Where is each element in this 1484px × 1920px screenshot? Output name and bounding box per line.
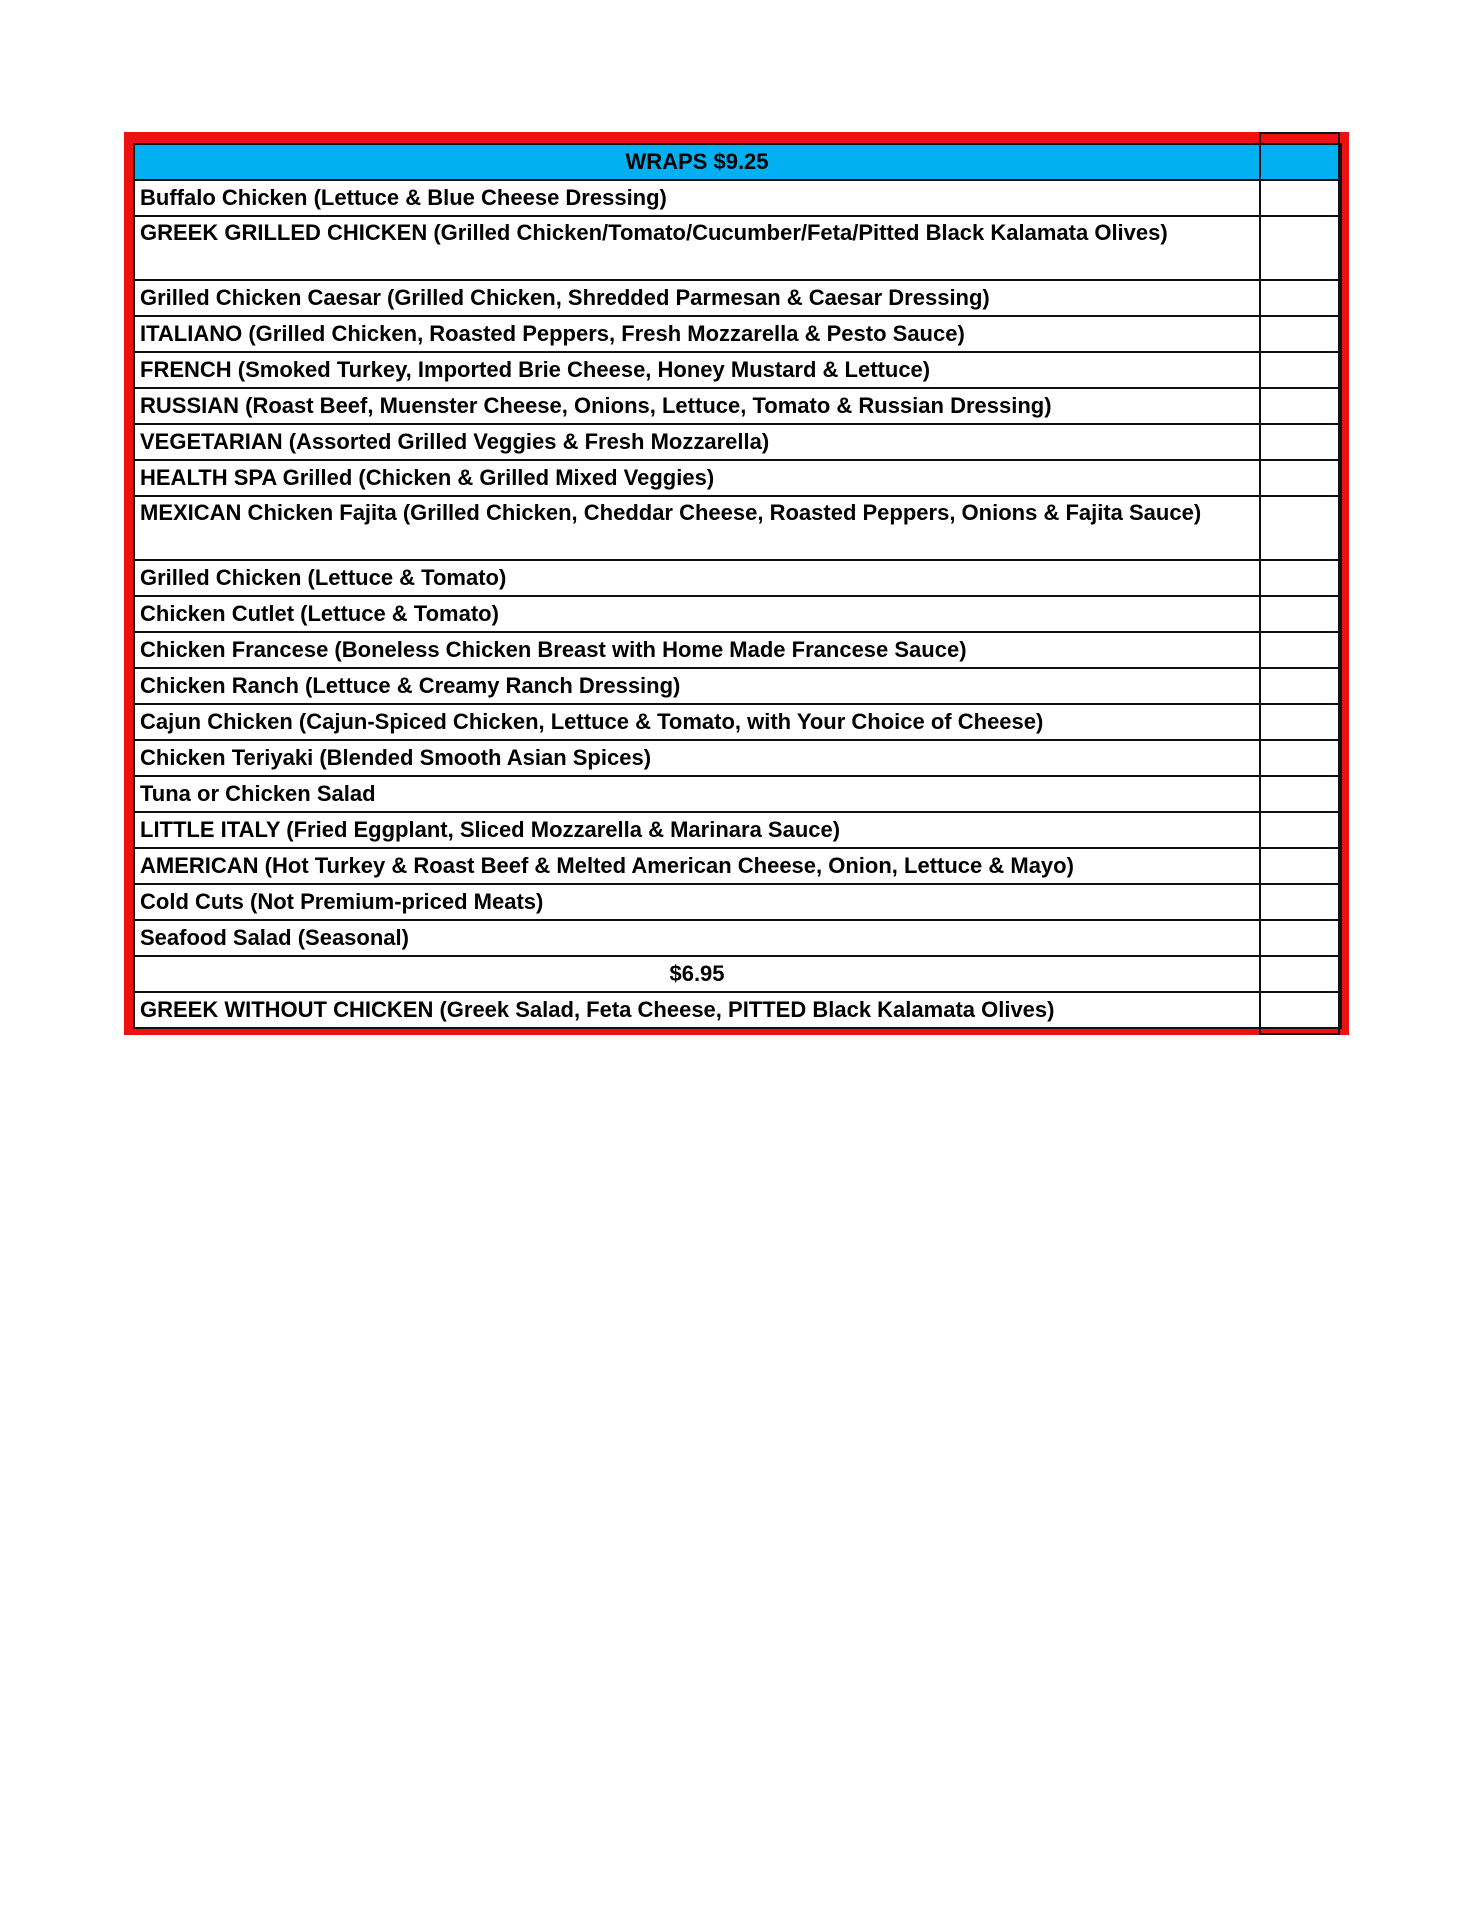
menu-item-row (134, 460, 1341, 496)
menu-item-row (134, 992, 1341, 1028)
sub-price-mark-cell (1260, 956, 1341, 992)
section-header-row (134, 144, 1341, 180)
order-mark-cell[interactable] (1260, 424, 1341, 460)
order-mark-cell[interactable] (1260, 776, 1341, 812)
menu-item-label: GREEK GRILLED CHICKEN (Grilled Chicken/Tomato/Cucumber/Feta/Pitted Black Kalamata Olives) (134, 216, 1260, 280)
order-mark-cell[interactable] (1260, 596, 1341, 632)
menu-item-label: Chicken Teriyaki (Blended Smooth Asian Spices) (134, 740, 1260, 776)
menu-item-row (134, 884, 1341, 920)
menu-item-label: Seafood Salad (Seasonal) (134, 920, 1260, 956)
order-mark-cell[interactable] (1260, 812, 1341, 848)
menu-item-label: Cajun Chicken (Cajun-Spiced Chicken, Lettuce & Tomato, with Your Choice of Cheese) (134, 704, 1260, 740)
menu-item-row (134, 424, 1341, 460)
menu-item-row (134, 632, 1341, 668)
order-mark-cell[interactable] (1260, 216, 1341, 280)
order-mark-cell[interactable] (1260, 704, 1341, 740)
sub-price-label: $6.95 (134, 956, 1260, 992)
menu-item-label: VEGETARIAN (Assorted Grilled Veggies & Fresh Mozzarella) (134, 424, 1260, 460)
menu-item-row (134, 388, 1341, 424)
menu-item-row (134, 496, 1341, 560)
menu-item-row (134, 352, 1341, 388)
menu-item-label: Chicken Francese (Boneless Chicken Breast with Home Made Francese Sauce) (134, 632, 1260, 668)
menu-item-label: Tuna or Chicken Salad (134, 776, 1260, 812)
menu-item-label: Grilled Chicken Caesar (Grilled Chicken, Shredded Parmesan & Caesar Dressing) (134, 280, 1260, 316)
wraps-menu-table (133, 143, 1342, 1029)
menu-item-label: MEXICAN Chicken Fajita (Grilled Chicken, Cheddar Cheese, Roasted Peppers, Onions & Fajita Sauce) (134, 496, 1260, 560)
menu-item-label: Chicken Ranch (Lettuce & Creamy Ranch Dressing) (134, 668, 1260, 704)
menu-item-row (134, 180, 1341, 216)
menu-item-label: RUSSIAN (Roast Beef, Muenster Cheese, Onions, Lettuce, Tomato & Russian Dressing) (134, 388, 1260, 424)
menu-item-row (134, 560, 1341, 596)
menu-item-label: Cold Cuts (Not Premium-priced Meats) (134, 884, 1260, 920)
menu-item-label: Buffalo Chicken (Lettuce & Blue Cheese Dressing) (134, 180, 1260, 216)
menu-item-label: LITTLE ITALY (Fried Eggplant, Sliced Mozzarella & Marinara Sauce) (134, 812, 1260, 848)
order-mark-cell[interactable] (1260, 740, 1341, 776)
order-mark-cell[interactable] (1260, 180, 1341, 216)
menu-item-label: Grilled Chicken (Lettuce & Tomato) (134, 560, 1260, 596)
order-mark-cell[interactable] (1260, 848, 1341, 884)
menu-item-label: FRENCH (Smoked Turkey, Imported Brie Cheese, Honey Mustard & Lettuce) (134, 352, 1260, 388)
menu-item-label: Chicken Cutlet (Lettuce & Tomato) (134, 596, 1260, 632)
order-mark-cell[interactable] (1260, 884, 1341, 920)
order-mark-cell[interactable] (1260, 280, 1341, 316)
sub-price-row (134, 956, 1341, 992)
menu-item-row (134, 316, 1341, 352)
menu-item-row (134, 596, 1341, 632)
order-mark-cell[interactable] (1260, 920, 1341, 956)
menu-item-row (134, 848, 1341, 884)
menu-item-row (134, 740, 1341, 776)
menu-item-label: ITALIANO (Grilled Chicken, Roasted Peppers, Fresh Mozzarella & Pesto Sauce) (134, 316, 1260, 352)
order-mark-cell[interactable] (1260, 496, 1341, 560)
header-mark-cell (1260, 144, 1341, 180)
menu-item-label: GREEK WITHOUT CHICKEN (Greek Salad, Feta Cheese, PITTED Black Kalamata Olives) (134, 992, 1260, 1028)
menu-item-row (134, 920, 1341, 956)
menu-item-row (134, 280, 1341, 316)
order-mark-cell[interactable] (1260, 316, 1341, 352)
menu-item-row (134, 776, 1341, 812)
menu-item-row (134, 704, 1341, 740)
order-mark-cell[interactable] (1260, 992, 1341, 1028)
order-mark-cell[interactable] (1260, 560, 1341, 596)
menu-item-row (134, 668, 1341, 704)
menu-item-label: HEALTH SPA Grilled (Chicken & Grilled Mixed Veggies) (134, 460, 1260, 496)
menu-item-row (134, 216, 1341, 280)
order-mark-cell[interactable] (1260, 632, 1341, 668)
menu-item-row (134, 812, 1341, 848)
order-mark-cell[interactable] (1260, 388, 1341, 424)
menu-item-label: AMERICAN (Hot Turkey & Roast Beef & Melted American Cheese, Onion, Lettuce & Mayo) (134, 848, 1260, 884)
section-title: WRAPS $9.25 (134, 144, 1260, 180)
order-mark-cell[interactable] (1260, 668, 1341, 704)
order-mark-cell[interactable] (1260, 460, 1341, 496)
order-mark-cell[interactable] (1260, 352, 1341, 388)
